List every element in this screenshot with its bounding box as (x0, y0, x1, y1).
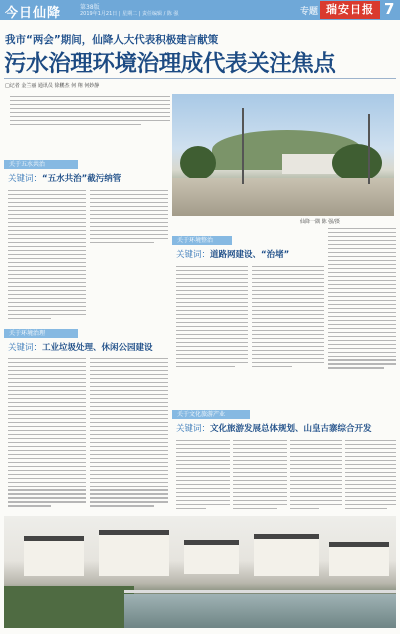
article-headline: 污水治理环境治理成代表关注焦点 (4, 51, 336, 77)
subhead-keyword: 关键词： (8, 343, 43, 353)
section-bar-environment: 关于环境治理 (4, 329, 78, 338)
headline-divider (4, 78, 396, 79)
page-number: 7 (384, 0, 395, 18)
photo-tree (332, 144, 382, 182)
article-byline: □记者 金兰丽 通讯员 徐鹏杰 何 翔 何妙静 (5, 83, 100, 89)
body-column (252, 266, 324, 370)
subhead-keyword: 关键词： (176, 424, 211, 434)
photo-house (254, 534, 319, 576)
subhead-roads (176, 248, 289, 260)
photo-house (99, 530, 169, 576)
body-column (90, 358, 168, 509)
riverside-village-photo (4, 516, 396, 628)
photo-river (124, 594, 396, 628)
subhead-text: 工业垃圾处理、休闲公园建设 (42, 343, 153, 353)
subhead-water (8, 172, 121, 184)
article-kicker: 我市“两会”期间，仙降人大代表积极建言献策 (5, 34, 219, 46)
body-column (328, 228, 396, 371)
subhead-text: “五水共治”截污纳管 (42, 174, 122, 184)
photo-house (184, 540, 239, 574)
photo-plaza (172, 178, 394, 216)
photo-tree (180, 146, 216, 180)
subhead-keyword: 关键词： (8, 174, 43, 184)
page-banner (0, 0, 400, 20)
photo-lamp-post (242, 108, 244, 184)
subhead-keyword: 关键词： (176, 250, 211, 260)
photo-greenery (4, 586, 134, 628)
special-label: 专题 (300, 7, 319, 17)
top-photo-caption: 仙降一隅 陈 强/摄 (300, 219, 340, 225)
body-column (176, 440, 230, 512)
photo-railing (124, 590, 396, 593)
section-name: 今日仙降 (5, 6, 62, 21)
issue-meta: 2019年1月21日 | 星期二 | 责任编辑 / 陈 强 (80, 11, 179, 17)
body-column (176, 266, 248, 370)
newspaper-masthead: 瑞安日报 (320, 1, 380, 19)
body-column (290, 440, 342, 512)
section-bar-tourism: 关于文化旅游产业 (172, 410, 250, 419)
body-column (8, 358, 86, 509)
lead-paragraph (10, 96, 170, 128)
subhead-environment (8, 341, 153, 353)
subhead-text: 道路网建设、“治堵” (210, 250, 290, 260)
photo-house (24, 536, 84, 576)
section-bar-roads: 关于环境整治 (172, 236, 232, 245)
subhead-tourism (176, 422, 372, 434)
town-square-photo (172, 94, 394, 216)
subhead-text: 文化旅游发展总体规划、山皇古寨综合开发 (210, 424, 372, 434)
photo-house (329, 542, 389, 576)
edition-label: 第38版 (80, 4, 100, 11)
body-column (8, 190, 86, 321)
body-column (90, 190, 168, 246)
body-column (233, 440, 287, 512)
body-column (345, 440, 396, 512)
photo-lamp-post (368, 114, 370, 184)
section-bar-water: 关于五水共治 (4, 160, 78, 169)
